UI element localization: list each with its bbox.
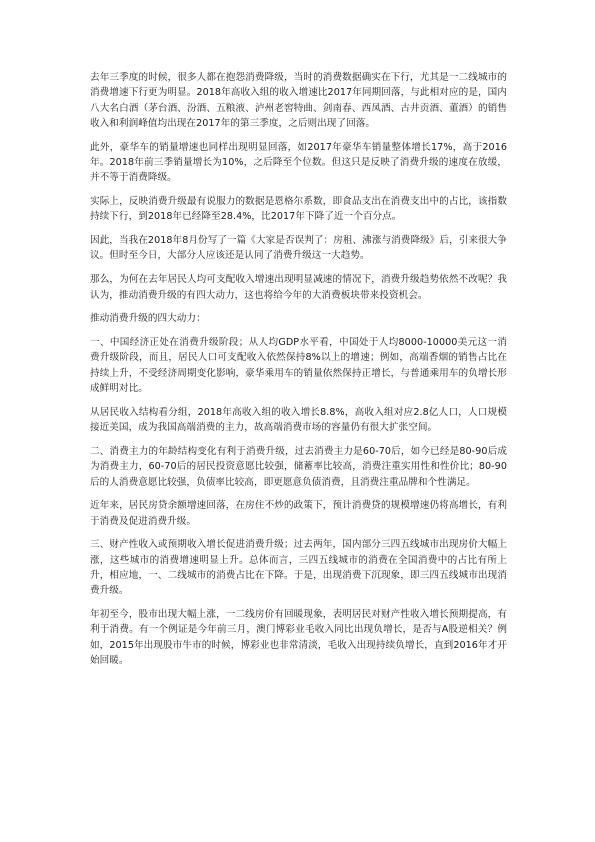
paragraph-1: 去年三季度的时候，很多人都在抱怨消费降级，当时的消费数据确实在下行，尤其是一二线城市的消费增速下行更为明显。2018年高收入组的收入增速比2017年同期回落，与此相对应的是，国内八大名白酒（茅台酒、汾酒、五粮液、泸州老窖特曲、剑南春、西凤酒、古井贡酒、董酒）的销售收入和利润峰值均出现在2017年的第三季度，之后则出现了回落。: [90, 72, 507, 129]
paragraph-2: 此外，豪华车的销量增速也同样出现明显回落，如2017年豪华车销量整体增长17%，高于2016年。2018年前三季销量增长为10%，之后降至个位数。但这只是反映了消费升级的速度在放缓，并不等于消费降级。: [90, 141, 507, 184]
paragraph-11: 年初至今，股市出现大幅上涨，一二线房价有回暖现象，表明居民对财产性收入增长预期提高，有利于消费。有一个例证是今年前三月，澳门博彩业毛收入同比出现负增长，是否与A股逆相关？例如，2015年出现股市牛市的时候，博彩业也非常清淡，毛收入出现持续负增长，直到2016年才开始回暖。: [90, 609, 507, 666]
paragraph-7: 从居民收入结构看分组，2018年高收入组的收入增长8.8%，高收入组对应2.8亿人口，人口规模接近美国，成为我国高端消费的主力，故高端消费市场的容量仍有很大扩张空间。: [90, 406, 507, 434]
paragraph-4: 因此，当我在2018年8月份写了一篇《大家是否误判了：房租、沸涨与消费降级》后，引来很大争议。但时至今日，大部分人应该还是认同了消费升级这一大趋势。: [90, 235, 507, 262]
paragraph-driver-3: 三、财产性收入或预期收入增长促进消费升级；过去两年，国内部分三四五线城市出现房价大幅上涨，这些城市的消费增速明显上升。总体而言，三四五线城市的消费在全国消费中的占比有所上升，相应地，一、二线城市的消费占比在下降。于是，出现消费下沉现象，即三四五线城市出现消费升级。: [90, 539, 507, 597]
paragraph-driver-2: 二、消费主力的年龄结构变化有利于消费升级，过去消费主力是60-70后，如今已经是80-90后成为消费主力，60-70后的居民投资意愿比较强，储蓄率比较高，消费注重实用性和性价比；80-90后的人消费意愿比较强，负债率比较高，即更愿意负债消费，且消费注重品牌和个性满足。: [90, 445, 507, 488]
paragraph-driver-1: 一、中国经济正处在消费升级阶段；从人均GDP水平看，中国处于人均8000-10000美元这一消费升级阶段，而且，居民人口可支配收入依然保持8%以上的增速；例如，高端香烟的销售占比在持续上升，不受经济周期变化影响，豪华乘用车的销量依然保持正增长，与普通乘用车的负增长形成鲜明对比。: [90, 337, 507, 395]
paragraph-9: 近年来，居民房贷余额增速回落，在房住不炒的政策下，预计消费贷的规模增速仍将高增长，有利于消费及促进消费升级。: [90, 500, 507, 527]
paragraph-3: 实际上，反映消费升级最有说服力的数据是恩格尔系数，即食品支出在消费支出中的占比，该指数持续下行，到2018年已经降至28.4%，比2017年下降了近一个百分点。: [90, 196, 507, 223]
paragraph-5: 那么，为何在去年居民人均可支配收入增速出现明显减速的情况下，消费升级趋势依然不改呢？我认为，推动消费升级的有四大动力，这也将给今年的大消费板块带来投资机会。: [90, 274, 507, 301]
section-heading: 推动消费升级的四大动力：: [90, 313, 206, 325]
